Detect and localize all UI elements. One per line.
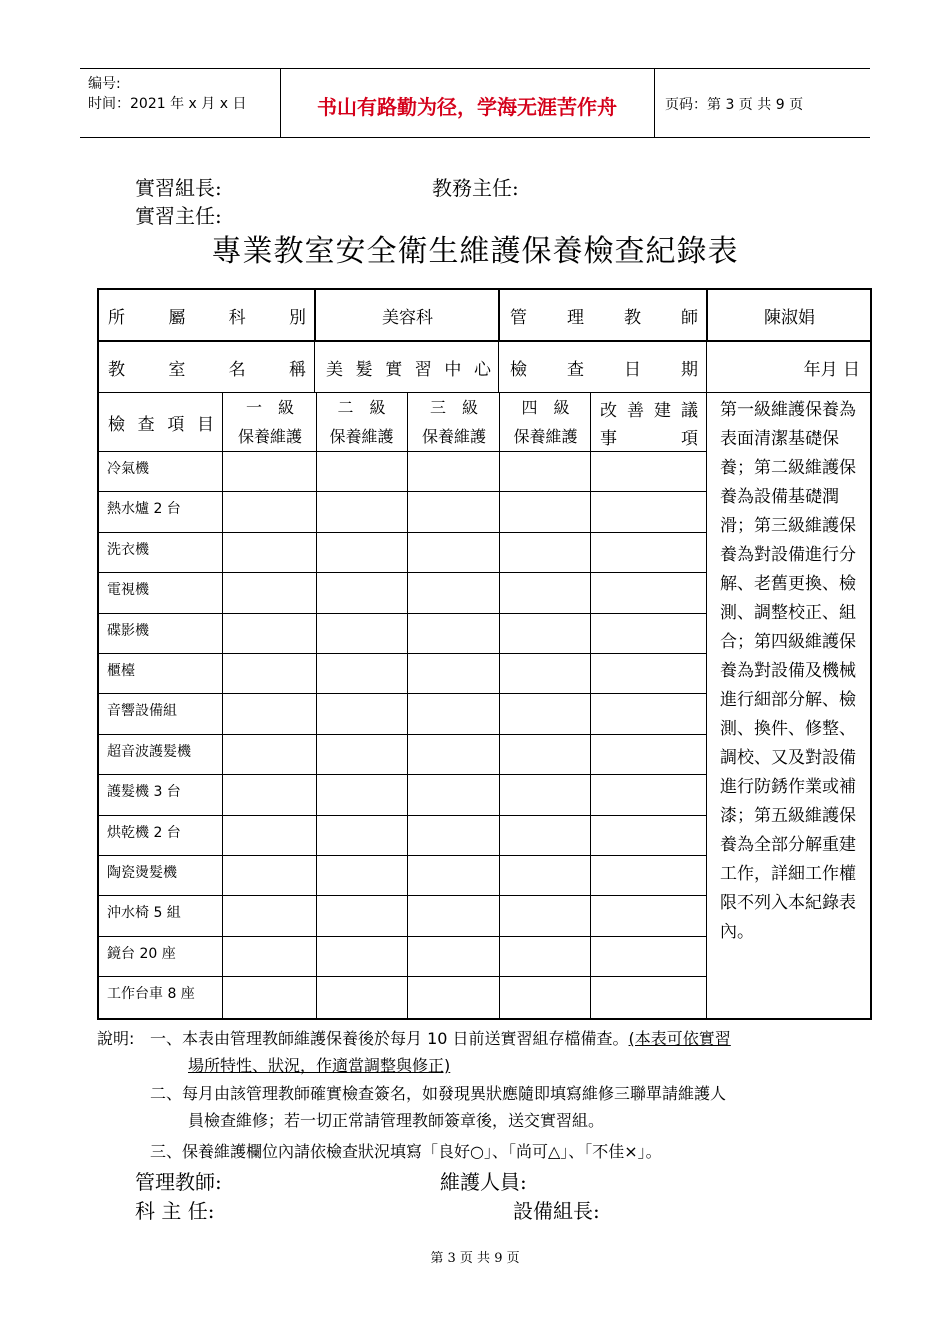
suggest-char: 建 <box>654 400 671 421</box>
maintenance-note: 第一級維護保養為表面清潔基礎保養；第二級維護保養為設備基礎潤滑；第三級維護保養為對設備進行分解、老舊更換、檢測、調整校正、組合；第四級維護保養為對設備及機械進行細部分解、檢測、換件、修整、調校、又及對設備進行防銹作業或補漆；第五級維護保養為全部分解重建工作，詳細工作權限不列入本紀錄表內。 <box>720 400 856 942</box>
page-footer: 第 3 页 共 9 页 <box>430 1251 520 1266</box>
grid-line <box>97 774 707 775</box>
grid-line <box>407 392 408 1019</box>
room-label-char: 名 <box>228 359 246 380</box>
dept-label-char: 別 <box>288 307 306 328</box>
room-label-char: 稱 <box>288 359 306 380</box>
room-label <box>108 342 306 392</box>
grid-line <box>97 532 707 533</box>
grid-line <box>97 734 707 735</box>
item-row-label: 沖水椅 5 組 <box>107 905 181 921</box>
manager-label <box>510 290 698 340</box>
level2-header: 二 級 保養維護 <box>329 398 394 446</box>
item-row-label: 護髮機 3 台 <box>107 784 181 800</box>
dept-value: 美容科 <box>382 307 433 328</box>
sig-equipment-leader: 設備組長: <box>513 1199 600 1223</box>
sig-manager-teacher: 管理教師: <box>135 1170 222 1194</box>
item-row-label: 熱水爐 2 台 <box>107 501 181 517</box>
level4-header: 四 級 保養維護 <box>513 398 578 446</box>
level3-header: 三 級 保養維護 <box>421 398 486 446</box>
suggest-header <box>600 423 698 449</box>
header-number: 编号: <box>88 76 121 92</box>
manager-label-char: 師 <box>681 307 698 328</box>
item-row-label: 電視機 <box>107 582 149 598</box>
desc-item1-cont: 場所特性、狀況，作適當調整與修正) <box>188 1056 451 1075</box>
grid-line <box>97 653 707 654</box>
grid-line <box>97 855 707 856</box>
suggest-char: 改 <box>600 400 617 421</box>
grid-line <box>97 613 707 614</box>
item-header-char: 查 <box>137 415 155 435</box>
sig-academic-director: 教務主任: <box>432 176 519 200</box>
manager-label-char: 管 <box>510 307 527 328</box>
item-row-label: 工作台車 8 座 <box>107 986 195 1002</box>
date-label-char: 日 <box>624 359 641 380</box>
desc-item1 <box>150 1025 731 1052</box>
dept-label-char: 所 <box>108 307 125 328</box>
sig-dept-head: 科 主 任: <box>135 1199 215 1223</box>
room-value <box>326 342 491 392</box>
grid-line <box>97 936 707 937</box>
date-label-char: 查 <box>567 359 584 380</box>
manager-value: 陳淑娟 <box>764 307 815 328</box>
sig-group-leader: 實習組長: <box>135 176 222 200</box>
dept-label <box>108 290 306 340</box>
item-row-label: 鏡台 20 座 <box>107 946 176 962</box>
item-header <box>108 395 214 450</box>
level1-header: 一 級 保養維護 <box>237 398 302 446</box>
grid-line <box>97 815 707 816</box>
grid-line <box>222 392 223 1019</box>
grid-line <box>314 341 315 393</box>
header-divider <box>654 69 655 137</box>
item-row-label: 洗衣機 <box>107 542 149 558</box>
desc-item1-text: 一、本表由管理教師維護保養後於每月 10 日前送實習組存檔備查。 <box>150 1029 629 1048</box>
desc-item1-underline: (本表可依實習 <box>628 1029 731 1048</box>
suggest-char: 善 <box>627 400 644 421</box>
sig-practice-director: 實習主任: <box>135 204 222 228</box>
date-label-char: 檢 <box>510 359 527 380</box>
desc-item2-cont: 員檢查維修；若一切正常請管理教師簽章後，送交實習組。 <box>188 1111 605 1130</box>
suggest-char: 項 <box>681 428 698 449</box>
desc-item2: 二、每月由該管理教師確實檢查簽名，如發現異狀應隨即填寫維修三聯單請維護人 <box>150 1084 727 1103</box>
room-label-char: 室 <box>168 359 186 380</box>
date-label <box>510 342 698 392</box>
room-value-char: 髮 <box>355 359 373 380</box>
page-title: 專業教室安全衛生維護保養檢查紀錄表 <box>211 234 739 269</box>
manager-label-char: 理 <box>567 307 584 328</box>
manager-label-char: 教 <box>624 307 641 328</box>
suggest-char: 議 <box>681 400 698 421</box>
item-header-char: 檢 <box>108 415 125 435</box>
grid-line <box>97 451 707 452</box>
item-header-char: 項 <box>167 415 185 435</box>
room-value-char: 美 <box>326 359 343 380</box>
date-value: 年月 日 <box>803 359 860 380</box>
grid-line <box>97 693 707 694</box>
dept-label-char: 屬 <box>168 307 186 328</box>
header-motto: 书山有路勤为径，学海无涯苦作舟 <box>317 95 617 119</box>
grid-line <box>97 976 707 977</box>
grid-line <box>706 392 707 1019</box>
room-value-char: 心 <box>473 359 491 380</box>
room-value-char: 習 <box>414 359 432 380</box>
item-row-label: 超音波護髮機 <box>107 744 191 760</box>
item-row-label: 烘乾機 2 台 <box>107 825 181 841</box>
grid-line <box>499 392 500 1019</box>
date-label-char: 期 <box>681 359 698 380</box>
header-page: 页码：第 3 页 共 9 页 <box>665 97 804 113</box>
grid-line <box>97 491 707 492</box>
page-header <box>80 68 870 138</box>
desc-label: 說明: <box>97 1029 135 1048</box>
item-row-label: 陶瓷燙髮機 <box>107 865 177 881</box>
sig-maintenance-staff: 維護人員: <box>440 1170 527 1194</box>
room-value-char: 實 <box>385 359 403 380</box>
grid-line <box>316 392 317 1019</box>
item-row-label: 冷氣機 <box>107 461 149 477</box>
room-value-char: 中 <box>444 359 462 380</box>
grid-line <box>97 895 707 896</box>
header-time: 时间：2021 年 x 月 x 日 <box>88 96 247 112</box>
grid-line <box>590 392 591 1019</box>
item-header-char: 目 <box>196 415 214 435</box>
suggest-header <box>600 395 698 421</box>
grid-line <box>498 341 499 393</box>
desc-item3: 三、保養維護欄位內請依檢查狀況填寫「良好○」、「尚可△」、「不佳×」。 <box>150 1142 662 1161</box>
grid-line <box>97 572 707 573</box>
item-row-label: 碟影機 <box>107 623 149 639</box>
room-label-char: 教 <box>108 359 125 380</box>
item-row-label: 音響設備組 <box>107 703 177 719</box>
suggest-char: 事 <box>600 428 617 449</box>
item-row-label: 櫃檯 <box>107 663 135 679</box>
dept-label-char: 科 <box>228 307 246 328</box>
